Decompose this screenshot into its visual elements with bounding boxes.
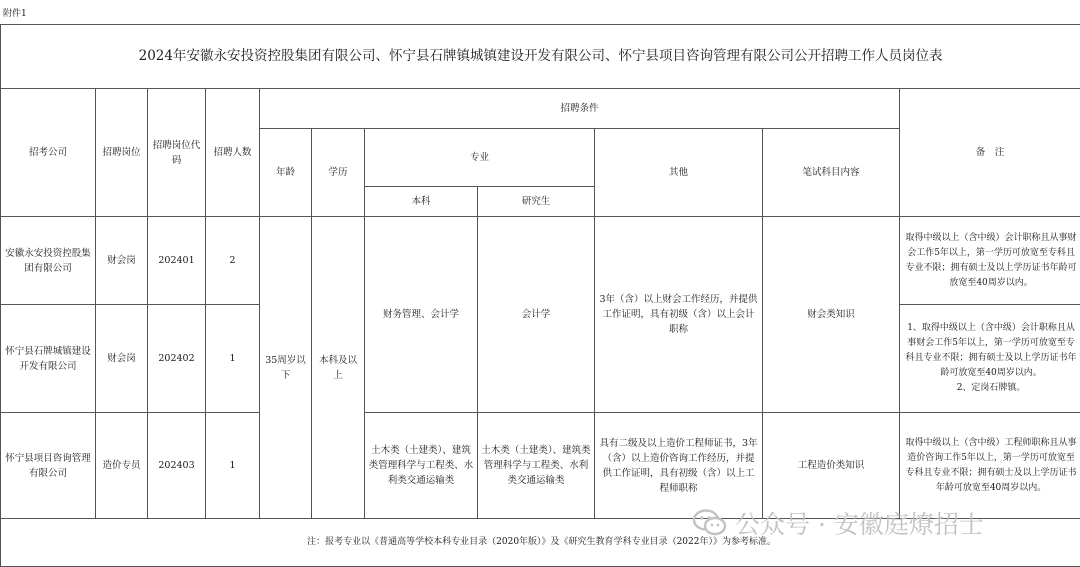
finance-exam-subject: 财会类知识 — [763, 217, 900, 413]
header-company: 招考公司 — [1, 89, 96, 217]
cost-graduate-major: 土木类（土建类）、建筑类管理科学与工程类、水利类交通运输类 — [478, 413, 595, 519]
header-major: 专业 — [365, 129, 595, 187]
row-count: 1 — [206, 413, 260, 519]
header-position: 招聘岗位 — [96, 89, 148, 217]
header-count: 招聘人数 — [206, 89, 260, 217]
row-company: 怀宁县石牌城镇建设开发有限公司 — [1, 305, 96, 413]
row-position: 财会岗 — [96, 217, 148, 305]
header-undergrad: 本科 — [365, 187, 478, 217]
row-code: 202402 — [148, 305, 206, 413]
recruitment-table — [0, 24, 1080, 567]
row-code: 202403 — [148, 413, 206, 519]
footnote: 注：报考专业以《普通高等学校本科专业目录（2020年版）》及《研究生教育学科专业目录（2022年）》为参考标准。 — [1, 519, 1080, 567]
row-remark: 1、取得中级以上（含中级）会计职称且从事财会工作5年以上，第一学历可放宽至专科且专业不限；拥有硕士及以上学历证书年龄可放宽至40周岁以内。 2、定岗石牌镇。 — [900, 305, 1080, 413]
header-age: 年龄 — [260, 129, 312, 217]
row-remark: 取得中级以上（含中级）工程师职称且从事造价咨询工作5年以上，第一学历可放宽至专科且专业不限；拥有硕士及以上学历证书年龄可放宽至40周岁以内。 — [900, 413, 1080, 519]
row-company: 安徽永安投资控股集团有限公司 — [1, 217, 96, 305]
watermark-text: 公众号 · 安徽庭燎招士 — [735, 510, 984, 539]
cost-undergrad-major: 土木类（土建类）、建筑类管理科学与工程类、水利类交通运输类 — [365, 413, 478, 519]
header-graduate: 研究生 — [478, 187, 595, 217]
row-remark: 取得中级以上（含中级）会计职称且从事财会工作5年以上，第一学历可放宽至专科且专业不限；拥有硕士及以上学历证书年龄可放宽至40周岁以内。 — [900, 217, 1080, 305]
education-value: 本科及以上 — [312, 217, 365, 519]
table-title: 2024年安徽永安投资控股集团有限公司、怀宁县石牌镇城镇建设开发有限公司、怀宁县项目咨询管理有限公司公开招聘工作人员岗位表 — [1, 25, 1080, 89]
header-code: 招聘岗位代码 — [148, 89, 206, 217]
attachment-label: 附件1 — [3, 9, 27, 19]
row-company: 怀宁县项目咨询管理有限公司 — [1, 413, 96, 519]
header-education: 学历 — [312, 129, 365, 217]
row-count: 2 — [206, 217, 260, 305]
header-remarks: 备 注 — [900, 89, 1080, 217]
row-position: 财会岗 — [96, 305, 148, 413]
finance-undergrad-major: 财务管理、会计学 — [365, 217, 478, 413]
row-count: 1 — [206, 305, 260, 413]
cost-other-requirement: 具有二级及以上造价工程师证书，3年（含）以上造价咨询工作经历，并提供工作证明，具有初级（含）以上工程师职称 — [595, 413, 763, 519]
finance-graduate-major: 会计学 — [478, 217, 595, 413]
row-position: 造价专员 — [96, 413, 148, 519]
header-other: 其他 — [595, 129, 763, 217]
table-row — [1, 413, 1080, 519]
header-conditions: 招聘条件 — [260, 89, 900, 129]
age-value: 35周岁以下 — [260, 217, 312, 519]
header-exam: 笔试科目内容 — [763, 129, 900, 217]
cost-exam-subject: 工程造价类知识 — [763, 413, 900, 519]
finance-other-requirement: 3年（含）以上财会工作经历，并提供工作证明，具有初级（含）以上会计职称 — [595, 217, 763, 413]
table-row — [1, 217, 1080, 305]
row-code: 202401 — [148, 217, 206, 305]
